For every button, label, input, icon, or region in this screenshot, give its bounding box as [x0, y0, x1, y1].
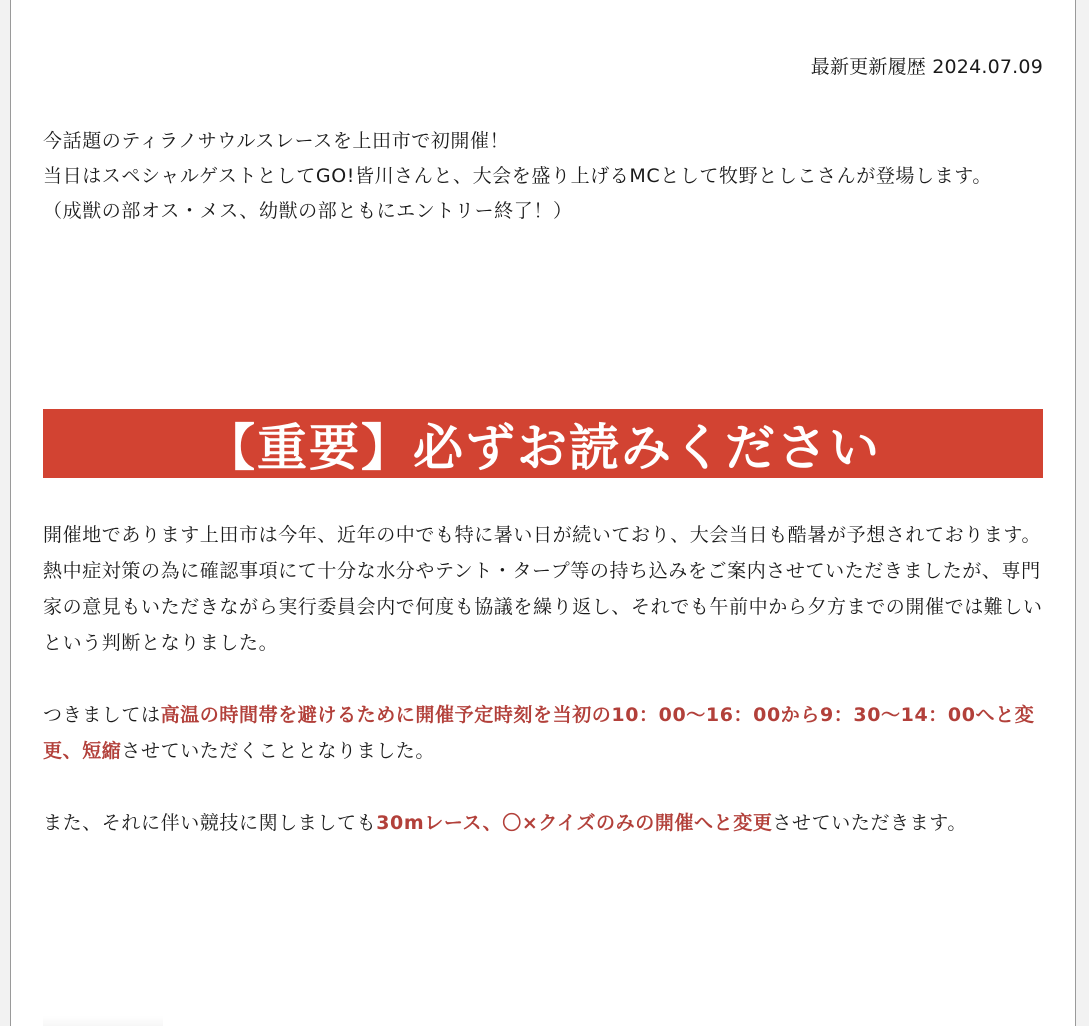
event-change-highlight: 30mレース、〇×クイズのみの開催へと変更 — [376, 812, 773, 834]
intro-section — [43, 124, 1043, 229]
important-notice-banner: 【重要】必ずお読みください — [43, 409, 1043, 478]
paragraph-spacer — [43, 769, 1043, 805]
time-change-highlight: 高温の時間帯を避けるために開催予定時刻を当初の10：00〜16：00から9：30〜14：00へと変更、短縮 — [43, 704, 1035, 762]
intro-line-1: 今話題のティラノサウルスレースを上田市で初開催！ — [43, 130, 510, 152]
notice-paragraph-4 — [43, 805, 1043, 841]
notice-paragraph-2: 熱中症対策の為に確認事項にて十分な水分やテント・タープ等の持ち込みをご案内させていただきましたが、専門家の意見もいただきながら実行委員会内で何度も協議を繰り返し、それでも午前中から夕方までの開催では難しいという判断となりました。 — [43, 560, 1043, 654]
paragraph-spacer — [43, 661, 1043, 697]
notice-paragraph-3-tail: させていただくこととなりました。 — [121, 740, 436, 762]
document-page — [10, 0, 1076, 1026]
notice-paragraph-3 — [43, 697, 1043, 769]
last-updated-label: 最新更新履歴 2024.07.09 — [810, 56, 1043, 78]
intro-line-2: 当日はスペシャルゲストとしてGO!皆川さんと、大会を盛り上げるMCとして牧野としこさんが登場します。 — [43, 165, 992, 187]
notice-paragraph-4-lead: また、それに伴い競技に関しましても — [43, 812, 377, 834]
cut-off-content — [43, 1016, 163, 1026]
notice-paragraph-4-tail: させていただきます。 — [772, 812, 967, 834]
notice-paragraph-1: 開催地であります上田市は今年、近年の中でも特に暑い日が続いており、大会当日も酷暑が予想されております。 — [43, 524, 1042, 546]
notice-body — [43, 517, 1043, 841]
intro-line-3: （成獣の部オス・メス、幼獣の部ともにエントリー終了！） — [43, 200, 573, 222]
notice-paragraph-3-lead: つきましては — [43, 704, 161, 726]
